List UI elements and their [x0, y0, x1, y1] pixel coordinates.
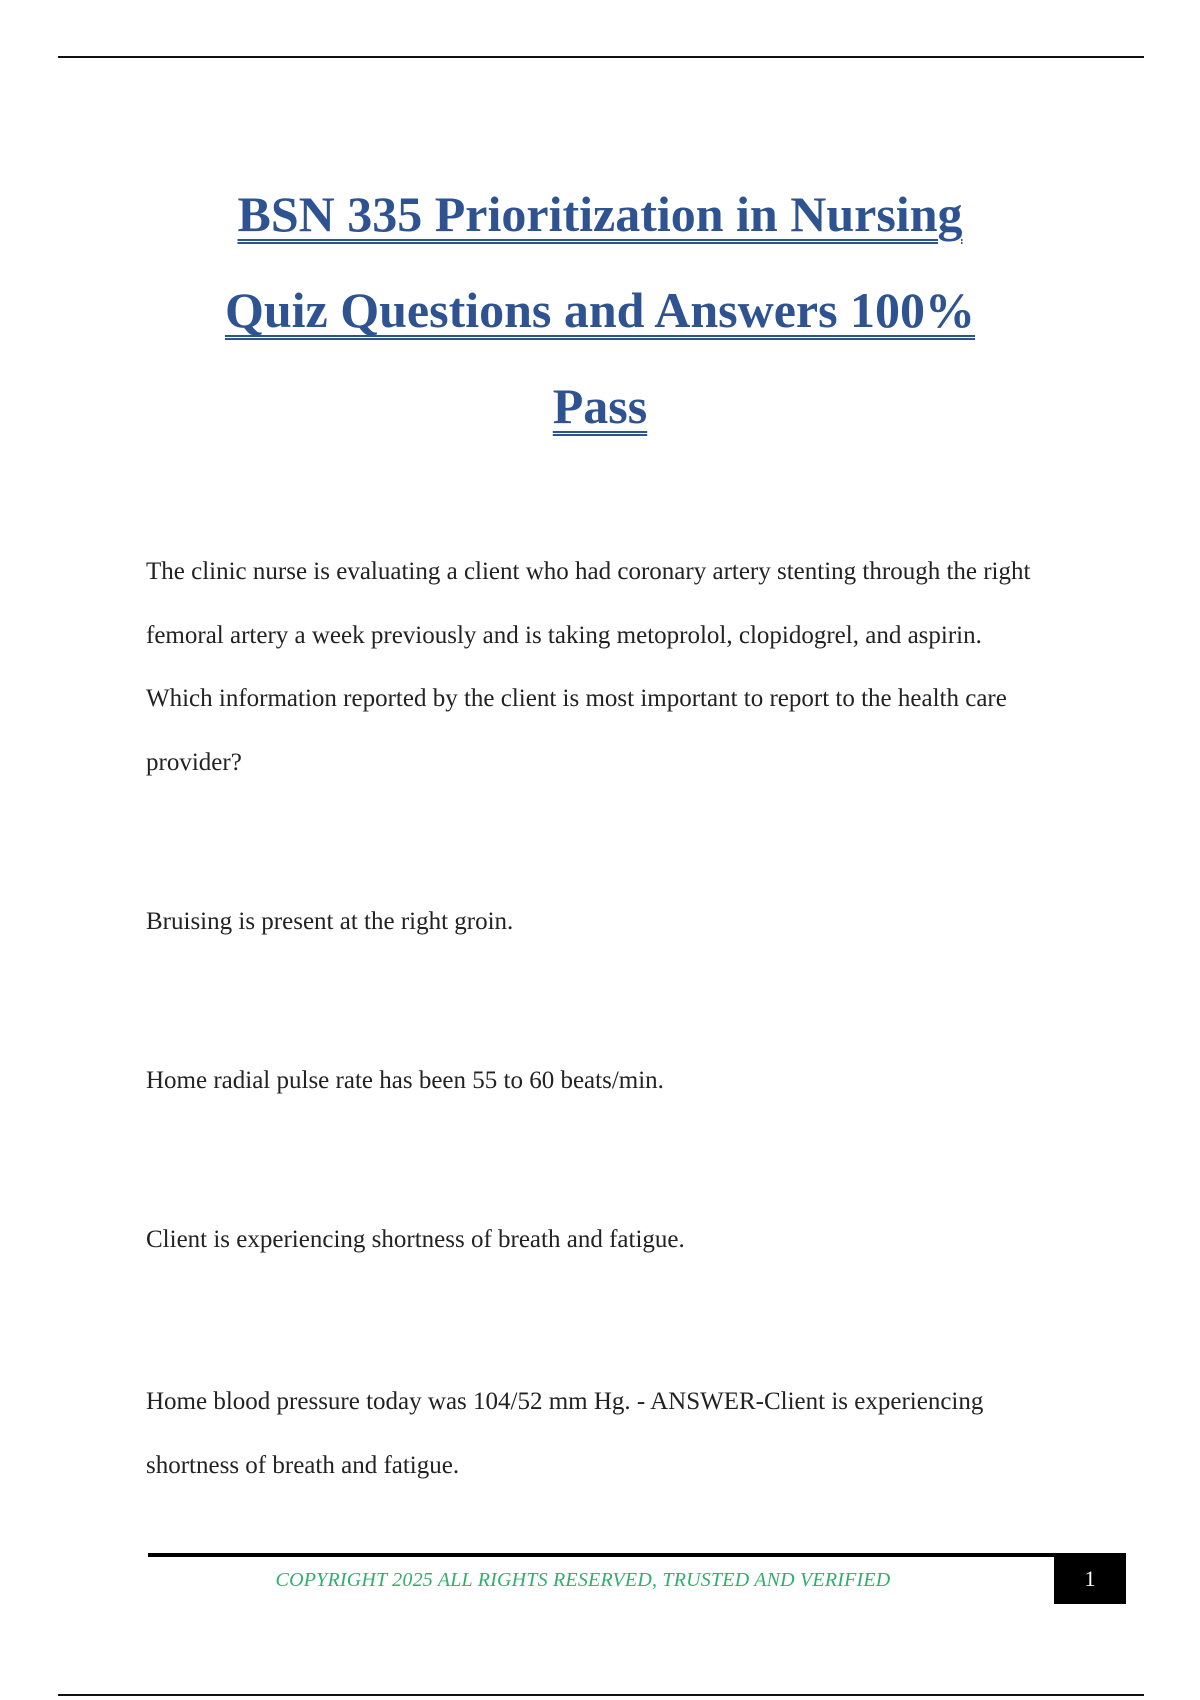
answer-option-1: Bruising is present at the right groin.	[146, 908, 514, 935]
top-rule	[58, 56, 1144, 58]
document-title	[100, 166, 1100, 454]
answer-option-2: Home radial pulse rate has been 55 to 60 beats/min.	[146, 1067, 664, 1094]
page-footer	[148, 1553, 1126, 1605]
question-text: The clinic nurse is evaluating a client who had coronary artery stenting through the right femoral artery a week previously and is taking metoprolol, clopidogrel, and aspirin. Which information reported by the client is most important to report to the health care provider?	[146, 558, 1031, 776]
title-line-1: BSN 335 Prioritization in Nursing	[237, 186, 963, 242]
title-line-3: Pass	[552, 378, 648, 434]
footer-rule	[148, 1553, 1126, 1557]
answer-option-3: Client is experiencing shortness of breath and fatigue.	[146, 1226, 685, 1253]
answer-option-4-with-answer: Home blood pressure today was 104/52 mm Hg. - ANSWER-Client is experiencing shortness of breath and fatigue.	[146, 1388, 984, 1479]
page-number: 1	[1054, 1553, 1126, 1604]
bottom-rule	[58, 1694, 1144, 1696]
copyright-notice: COPYRIGHT 2025 ALL RIGHTS RESERVED, TRUSTED AND VERIFIED	[275, 1569, 891, 1591]
title-line-2: Quiz Questions and Answers 100%	[224, 282, 976, 338]
